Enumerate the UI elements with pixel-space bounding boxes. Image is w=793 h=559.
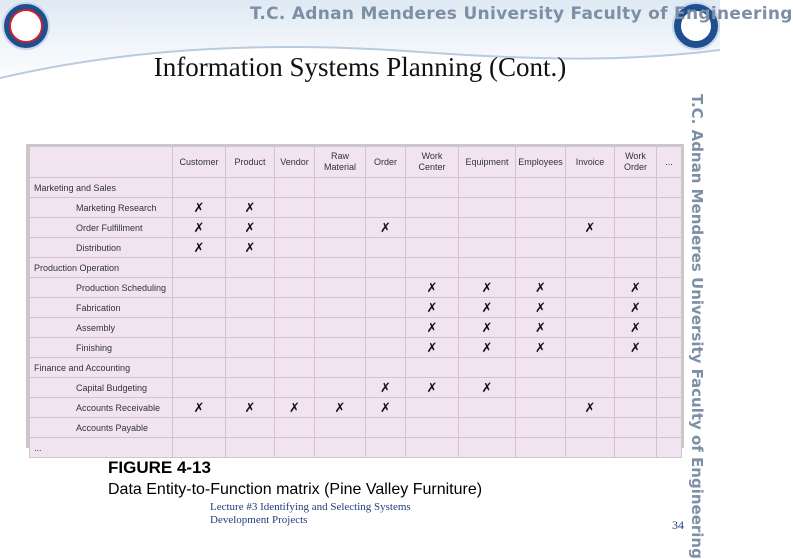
x-mark-icon: ✗ — [173, 198, 226, 218]
matrix-cell — [275, 338, 315, 358]
x-mark-icon: ✗ — [459, 318, 516, 338]
matrix-row — [30, 438, 682, 458]
x-mark-icon: ✗ — [366, 378, 406, 398]
x-mark-icon: ✗ — [459, 378, 516, 398]
matrix-cell — [366, 418, 406, 438]
matrix-cell — [657, 338, 682, 358]
matrix-cell — [366, 298, 406, 318]
x-mark-icon: ✗ — [566, 398, 615, 418]
matrix-cell — [366, 178, 406, 198]
matrix-row — [30, 398, 682, 418]
x-mark-icon: ✗ — [566, 218, 615, 238]
matrix-cell — [657, 398, 682, 418]
x-mark-icon: ✗ — [226, 218, 275, 238]
matrix-cell — [615, 198, 657, 218]
matrix-cell — [173, 318, 226, 338]
x-mark-icon: ✗ — [173, 238, 226, 258]
matrix-cell — [275, 318, 315, 338]
matrix-cell — [615, 178, 657, 198]
column-header: Work Center — [406, 147, 459, 178]
function-label: Finishing — [30, 338, 173, 358]
matrix-cell — [226, 178, 275, 198]
x-mark-icon: ✗ — [173, 218, 226, 238]
x-mark-icon: ✗ — [615, 278, 657, 298]
matrix-cell — [406, 258, 459, 278]
matrix-cell — [366, 358, 406, 378]
function-label: Assembly — [30, 318, 173, 338]
column-header: Vendor — [275, 147, 315, 178]
matrix-cell — [275, 178, 315, 198]
matrix-cell — [459, 398, 516, 418]
matrix-cell — [566, 318, 615, 338]
function-group-label: Marketing and Sales — [30, 178, 173, 198]
university-seal-left-icon — [2, 2, 50, 50]
matrix-cell — [226, 318, 275, 338]
matrix-cell — [459, 358, 516, 378]
matrix-cell — [173, 298, 226, 318]
matrix-cell — [459, 198, 516, 218]
matrix-cell — [173, 358, 226, 378]
matrix-cell — [366, 338, 406, 358]
matrix-cell — [275, 438, 315, 458]
matrix-cell — [657, 318, 682, 338]
matrix-cell — [226, 338, 275, 358]
column-header: Raw Material — [315, 147, 366, 178]
matrix-cell — [315, 278, 366, 298]
matrix-cell — [566, 178, 615, 198]
matrix-cell — [275, 258, 315, 278]
matrix-corner-cell — [30, 147, 173, 178]
matrix-cell — [615, 358, 657, 378]
matrix-cell — [173, 338, 226, 358]
entity-function-matrix — [29, 146, 682, 458]
matrix-cell — [406, 238, 459, 258]
x-mark-icon: ✗ — [615, 298, 657, 318]
matrix-cell — [366, 258, 406, 278]
matrix-row — [30, 298, 682, 318]
matrix-cell — [566, 258, 615, 278]
matrix-cell — [315, 298, 366, 318]
matrix-cell — [657, 198, 682, 218]
x-mark-icon: ✗ — [366, 218, 406, 238]
x-mark-icon: ✗ — [366, 398, 406, 418]
matrix-cell — [615, 218, 657, 238]
matrix-cell — [173, 278, 226, 298]
matrix-cell — [366, 198, 406, 218]
matrix-row — [30, 258, 682, 278]
matrix-cell — [516, 178, 566, 198]
function-label: Production Scheduling — [30, 278, 173, 298]
matrix-cell — [315, 418, 366, 438]
matrix-cell — [366, 238, 406, 258]
x-mark-icon: ✗ — [516, 318, 566, 338]
matrix-cell — [275, 298, 315, 318]
matrix-cell — [566, 278, 615, 298]
x-mark-icon: ✗ — [459, 338, 516, 358]
matrix-cell — [566, 338, 615, 358]
matrix-row — [30, 358, 682, 378]
matrix-cell — [657, 298, 682, 318]
lecture-footer — [210, 501, 411, 527]
lecture-footer-line2: Development Projects — [210, 514, 308, 526]
matrix-cell — [173, 378, 226, 398]
matrix-cell — [516, 218, 566, 238]
matrix-cell — [516, 198, 566, 218]
matrix-cell — [566, 378, 615, 398]
matrix-cell — [406, 398, 459, 418]
function-group-label: Finance and Accounting — [30, 358, 173, 378]
matrix-cell — [226, 438, 275, 458]
matrix-cell — [516, 358, 566, 378]
function-label: Distribution — [30, 238, 173, 258]
matrix-cell — [315, 318, 366, 338]
matrix-cell — [226, 258, 275, 278]
matrix-row — [30, 378, 682, 398]
x-mark-icon: ✗ — [615, 318, 657, 338]
matrix-cell — [173, 258, 226, 278]
column-header: Work Order — [615, 147, 657, 178]
matrix-row — [30, 318, 682, 338]
matrix-cell — [516, 258, 566, 278]
matrix-cell — [406, 358, 459, 378]
column-header: Customer — [173, 147, 226, 178]
x-mark-icon: ✗ — [275, 398, 315, 418]
figure-number: FIGURE 4-13 — [108, 458, 211, 477]
matrix-cell — [275, 418, 315, 438]
x-mark-icon: ✗ — [173, 398, 226, 418]
slide-title: Information Systems Planning (Cont.) — [153, 52, 567, 82]
matrix-cell — [459, 238, 516, 258]
matrix-cell — [516, 378, 566, 398]
function-label: Order Fulfillment — [30, 218, 173, 238]
matrix-cell — [315, 198, 366, 218]
matrix-cell — [406, 218, 459, 238]
matrix-cell — [516, 398, 566, 418]
matrix-cell — [657, 218, 682, 238]
matrix-cell — [275, 358, 315, 378]
matrix-cell — [459, 438, 516, 458]
matrix-cell — [615, 418, 657, 438]
matrix-cell — [657, 238, 682, 258]
matrix-cell — [275, 278, 315, 298]
side-banner-text: T.C. Adnan Menderes University Faculty of Engineering — [688, 94, 706, 559]
x-mark-icon: ✗ — [226, 398, 275, 418]
x-mark-icon: ✗ — [315, 398, 366, 418]
matrix-cell — [173, 418, 226, 438]
matrix-cell — [173, 178, 226, 198]
matrix-cell — [275, 198, 315, 218]
matrix-cell — [366, 278, 406, 298]
function-label: Fabrication — [30, 298, 173, 318]
matrix-cell — [615, 378, 657, 398]
matrix-cell — [366, 438, 406, 458]
function-group-label: Production Operation — [30, 258, 173, 278]
matrix-cell — [315, 438, 366, 458]
x-mark-icon: ✗ — [459, 278, 516, 298]
column-header: Equipment — [459, 147, 516, 178]
matrix-cell — [226, 358, 275, 378]
column-header: Employees — [516, 147, 566, 178]
matrix-cell — [406, 418, 459, 438]
matrix-cell — [566, 438, 615, 458]
matrix-cell — [459, 258, 516, 278]
matrix-cell — [459, 418, 516, 438]
matrix-cell — [315, 178, 366, 198]
matrix-cell — [657, 278, 682, 298]
function-label: Accounts Payable — [30, 418, 173, 438]
column-header: Product — [226, 147, 275, 178]
matrix-cell — [566, 298, 615, 318]
matrix-cell — [657, 258, 682, 278]
function-label: Capital Budgeting — [30, 378, 173, 398]
matrix-cell — [275, 378, 315, 398]
matrix-cell — [615, 238, 657, 258]
function-group-label: ... — [30, 438, 173, 458]
matrix-cell — [226, 278, 275, 298]
matrix-cell — [516, 418, 566, 438]
x-mark-icon: ✗ — [406, 298, 459, 318]
matrix-cell — [615, 258, 657, 278]
matrix-row — [30, 178, 682, 198]
matrix-cell — [315, 238, 366, 258]
matrix-cell — [566, 358, 615, 378]
x-mark-icon: ✗ — [406, 318, 459, 338]
function-label: Marketing Research — [30, 198, 173, 218]
matrix-cell — [566, 198, 615, 218]
column-header: Order — [366, 147, 406, 178]
matrix-cell — [315, 338, 366, 358]
matrix-row — [30, 338, 682, 358]
matrix-row — [30, 418, 682, 438]
matrix-cell — [657, 378, 682, 398]
matrix-row — [30, 238, 682, 258]
x-mark-icon: ✗ — [406, 378, 459, 398]
matrix-cell — [657, 358, 682, 378]
matrix-cell — [406, 178, 459, 198]
matrix-cell — [366, 318, 406, 338]
matrix-cell — [173, 438, 226, 458]
figure-caption: Data Entity-to-Function matrix (Pine Valley Furniture) — [108, 481, 483, 498]
matrix-cell — [615, 438, 657, 458]
matrix-cell — [406, 438, 459, 458]
matrix-cell — [459, 178, 516, 198]
matrix-cell — [516, 438, 566, 458]
matrix-cell — [315, 358, 366, 378]
matrix-cell — [406, 198, 459, 218]
matrix-cell — [226, 298, 275, 318]
x-mark-icon: ✗ — [516, 278, 566, 298]
page-number: 34 — [672, 518, 684, 532]
matrix-cell — [566, 418, 615, 438]
x-mark-icon: ✗ — [459, 298, 516, 318]
matrix-cell — [226, 418, 275, 438]
matrix-cell — [657, 178, 682, 198]
x-mark-icon: ✗ — [615, 338, 657, 358]
matrix-cell — [315, 218, 366, 238]
matrix-cell — [275, 238, 315, 258]
matrix-cell — [657, 418, 682, 438]
matrix-cell — [275, 218, 315, 238]
function-label: Accounts Receivable — [30, 398, 173, 418]
university-header: T.C. Adnan Menderes University Faculty of Engineering — [250, 4, 793, 24]
matrix-cell — [615, 398, 657, 418]
matrix-cell — [459, 218, 516, 238]
column-header: ... — [657, 147, 682, 178]
x-mark-icon: ✗ — [226, 238, 275, 258]
matrix-cell — [566, 238, 615, 258]
lecture-footer-line1: Lecture #3 Identifying and Selecting Systems — [210, 501, 411, 513]
matrix-row — [30, 218, 682, 238]
column-header: Invoice — [566, 147, 615, 178]
matrix-cell — [315, 378, 366, 398]
x-mark-icon: ✗ — [516, 298, 566, 318]
x-mark-icon: ✗ — [516, 338, 566, 358]
matrix-cell — [516, 238, 566, 258]
x-mark-icon: ✗ — [226, 198, 275, 218]
matrix-cell — [315, 258, 366, 278]
matrix-cell — [226, 378, 275, 398]
matrix-row — [30, 278, 682, 298]
matrix-cell — [657, 438, 682, 458]
x-mark-icon: ✗ — [406, 338, 459, 358]
matrix-row — [30, 198, 682, 218]
x-mark-icon: ✗ — [406, 278, 459, 298]
